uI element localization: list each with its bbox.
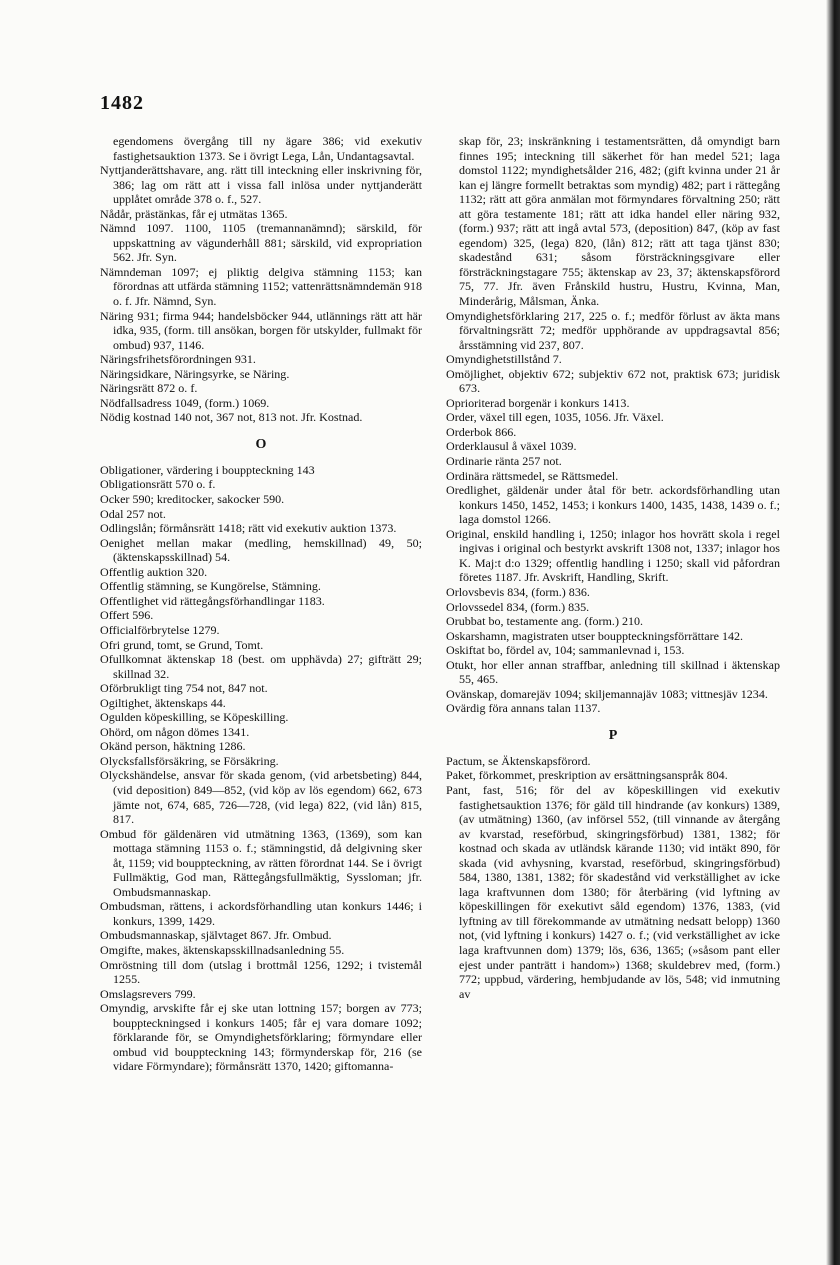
left-entries-after — [100, 463, 422, 1074]
index-entry: Ombudsmannaskap, självtaget 867. Jfr. Ombud. — [100, 928, 332, 943]
index-entry: Ovärdig föra annans talan 1137. — [446, 701, 601, 716]
index-entry: Nämndeman 1097; ej pliktig delgiva stämning 1153; kan förordnas att utfärda stämning 1152; vattenrättsnämndemän 918 o. f. Jfr. Nämnd, Syn. — [100, 264, 422, 309]
page-number: 1482 — [100, 92, 144, 114]
index-entry: Nyttjanderättshavare, ang. rätt till inteckning eller inskrivning för, 386; lag om rätt att i vissa fall inlösa under nyttjanderätt upplåtet område 378 o. f., 527. — [100, 163, 422, 207]
index-entry: Oförbrukligt ting 754 not, 847 not. — [100, 681, 268, 696]
index-entry: Odlingslån; förmånsrätt 1418; rätt vid exekutiv auktion 1373. — [100, 521, 397, 536]
index-entry: Ovänskap, domarejäv 1094; skiljemannajäv 1083; vittnesjäv 1234. — [446, 686, 768, 701]
index-entry: Offert 596. — [100, 608, 154, 623]
index-entry: Orubbat bo, testamente ang. (form.) 210. — [446, 614, 644, 629]
right-entries-before — [446, 134, 780, 716]
index-entry: Orlovsbevis 834, (form.) 836. — [446, 584, 590, 599]
index-entry: Orderbok 866. — [446, 424, 517, 439]
index-entry: Ogiltighet, äktenskaps 44. — [100, 695, 226, 710]
index-entry: Omöjlighet, objektiv 672; subjektiv 672 not, praktisk 673; juridisk 673. — [446, 366, 780, 396]
index-entry: Ohörd, om någon dömes 1341. — [100, 724, 250, 739]
index-entry: Original, enskild handling i, 1250; inlagor hos hovrätt skola i regel ingivas i original och bestyrkt avskrift 1308 not, 1337; inlagor hos K. Maj:t d:o 1329; offentlig handling i 1250; skall vid påfordran företes 1187. Jfr. Avskrift, Handling, Skrift. — [446, 526, 780, 585]
index-entry: Ofri grund, tomt, se Grund, Tomt. — [100, 637, 264, 652]
section-letter-o: O — [255, 436, 267, 452]
index-entry: Orderklausul å växel 1039. — [446, 439, 577, 454]
index-entry: Omslagsrevers 799. — [100, 986, 196, 1001]
index-entry: Näringsrätt 872 o. f. — [100, 381, 198, 396]
index-entry: Olyckshändelse, ansvar för skada genom, (vid arbetsbeting) 844, (vid deposition) 849—852, (vid köp av lös egendom) 662, 673 jämte not, 674, 685, 726—728, (vid lega) 822, (vid lån) 815, 817. — [100, 768, 422, 827]
index-entry: Ordinarie ränta 257 not. — [446, 454, 562, 469]
index-entry: Paket, förkommet, preskription av ersättningsanspråk 804. — [446, 768, 728, 783]
right-entries-after — [446, 754, 780, 1001]
index-entry: Nämnd 1097. 1100, 1105 (tremannanämnd); särskild, för uppskattning av vägunderhåll 881; särskild, vid expropriation 562. Jfr. Syn. — [100, 221, 422, 265]
section-letter-p: P — [608, 727, 618, 743]
index-entry: Offentlighet vid rättegångsförhandlingar 1183. — [100, 593, 325, 608]
right-column — [446, 134, 780, 1001]
index-entry: Ordinära rättsmedel, se Rättsmedel. — [446, 468, 619, 483]
index-entry: Okänd person, häktning 1286. — [100, 739, 246, 754]
index-entry: Oprioriterad borgenär i konkurs 1413. — [446, 395, 630, 410]
index-entry: Odal 257 not. — [100, 506, 166, 521]
index-entry: Omyndighetsförklaring 217, 225 o. f.; medför förlust av äkta mans förvaltningsrätt 72; medför upphörande av uppdragsavtal 856; årsstämning vid 237, 807. — [446, 308, 780, 352]
index-entry: Ofullkomnat äktenskap 18 (best. om upphävda) 27; gifträtt 29; skillnad 32. — [100, 652, 422, 681]
index-entry: Nödig kostnad 140 not, 367 not, 813 not. Jfr. Kostnad. — [100, 410, 363, 425]
index-entry: skap för, 23; inskränkning i testamentsrätten, då omyndigt barn finnes 195; inteckning till säkerhet för han medel 521; laga domstol 1122; myndighetsålder 216, 482; (gift kvinna under 21 år kan ej längre formellt betraktas som myndig) 482; part i rättegång 1132; rätt att göra anmälan mot förmyndares förvaltning 250; rätt att göra testamente 181; rätt att idka handel eller näring 932, (form.) 937; rätt att ingå avtal 573, (deposition) 847, (köp av fast egendom) 325, (lega) 820, (lån) 812; rätt att taga tjänst 830; skadestånd 631; såsom försträckningsgivare eller försträckningstagare 755; äktenskap av 23, 37; äktenskapsförord 75, 77. Jfr. även Frånskild hustru, Hustru, Kvinna, Man, Minderårig, Målsman, Änka. — [459, 134, 780, 309]
index-entry: Offentlig stämning, se Kungörelse, Stämning. — [100, 579, 321, 594]
index-entry: Officialförbrytelse 1279. — [100, 622, 220, 637]
index-entry: Ombudsman, rättens, i ackordsförhandling utan konkurs 1446; i konkurs, 1399, 1429. — [100, 899, 422, 928]
index-entry: Omyndig, arvskifte får ej ske utan lottning 157; borgen av 773; bouppteckningsed i konkurs 1405; får ej vara domare 1092; förklarande för, se Omyndighetsförklaring; förmyndare eller ombud vid bouppteckning 143; förmynderskap för, 216 (se vidare Förmyndare); förmånsrätt 1370, 1420; giftomanna- — [100, 1001, 422, 1074]
index-entry: Order, växel till egen, 1035, 1056. Jfr. Växel. — [446, 410, 664, 425]
index-entry: Omgifte, makes, äktenskapsskillnadsanledning 55. — [100, 942, 345, 957]
index-entry: Näringsfrihetsförordningen 931. — [100, 352, 256, 367]
left-column — [100, 134, 422, 1074]
index-entry: Omröstning till dom (utslag i brottmål 1256, 1292; i tvistemål 1255. — [100, 957, 422, 987]
index-entry: Ocker 590; kreditocker, sakocker 590. — [100, 492, 285, 507]
book-binding-edge — [826, 0, 840, 1265]
index-entry: Otukt, hor eller annan straffbar, anledning till skillnad i äktenskap 55, 465. — [446, 657, 780, 687]
index-entry: Oskiftat bo, fördel av, 104; sammanlevnad i, 153. — [446, 643, 685, 658]
index-entry: egendomens övergång till ny ägare 386; vid exekutiv fastighetsauktion 1373. Se i övrigt Lega, Lån, Undantagsavtal. — [113, 134, 422, 163]
index-entry: Omyndighetstillstånd 7. — [446, 352, 562, 367]
index-entry: Nödfallsadress 1049, (form.) 1069. — [100, 395, 270, 410]
index-entry: Obligationer, värdering i bouppteckning 143 — [100, 462, 315, 477]
index-entry: Ogulden köpeskilling, se Köpeskilling. — [100, 710, 289, 725]
index-entry: Obligationsrätt 570 o. f. — [100, 477, 216, 492]
index-entry: Oredlighet, gäldenär under åtal för betr. ackordsförhandling utan konkurs 1450, 1452, 1453; i konkurs 1400, 1435, 1438, 1439 o. f.; laga domstol 1266. — [446, 483, 780, 527]
left-entries-before — [100, 134, 422, 425]
index-entry: Näring 931; firma 944; handelsböcker 944, utlännings rätt att här idka, 935, (form. till ansökan, borgen för utskylder, fullmakt för ombud) 937, 1146. — [100, 308, 422, 352]
index-entry: Oenighet mellan makar (medling, hemskillnad) 49, 50; (äktenskapsskillnad) 54. — [100, 535, 422, 565]
index-entry: Pant, fast, 516; för del av köpeskillingen vid exekutiv fastighetsauktion 1376; för gäld till hindrande (av konkurs) 1389, (av utmätning) 1360, (av införsel 552, (till vinnande av återgång av kvarstad, reseförbud, skingringsförbud) 1381, 1382; för kostnad och skada av utländsk kärande 1130; vid intäkt 890, för skada (vid avhysning, kvarstad, reseförbud, skingringsförbud) 584, 1380, 1381, 1382; för skadestånd vid verkställighet av icke laga kraftvunnen dom 1380; för återbäring (vid lyftning av köpeskillingen för exekutivt såld egendom) 1376, 1383, (vid lyftning av till förekommande av utmätning nedsatt belopp) 1360 not, (vid lyftning i konkurs) 1427 o. f.; (vid verkställighet av icke laga kraftvunnen dom) 1379; lös, 636, 1365; (»såsom pant eller ejest under panträtt i handom») 1368; skuldebrev med, (form.) 772; uppbud, värdering, hembjudande av lös, 548; vid inmutning av — [446, 782, 780, 1001]
index-entry: Offentlig auktion 320. — [100, 564, 208, 579]
index-entry: Ombud för gäldenären vid utmätning 1363, (1369), som kan mottaga stämning 1153 o. f.; stämningstid, då delgivning sker åt, 1159; vid bouppteckning, av rätten förordnat 144. Se i övrigt Fullmäktig, God man, Rättegångsfullmäktig, Syssloman; jfr. Ombudsmannaskap. — [100, 826, 422, 899]
index-entry: Nådår, prästänkas, får ej utmätas 1365. — [100, 206, 288, 221]
index-entry: Pactum, se Äktenskapsförord. — [446, 753, 591, 768]
index-entry: Näringsidkare, Näringsyrke, se Näring. — [100, 366, 290, 381]
index-entry: Oskarshamn, magistraten utser bouppteckningsförrättare 142. — [446, 628, 744, 643]
index-entry: Orlovssedel 834, (form.) 835. — [446, 599, 590, 614]
index-entry: Olycksfallsförsäkring, se Försäkring. — [100, 753, 279, 768]
